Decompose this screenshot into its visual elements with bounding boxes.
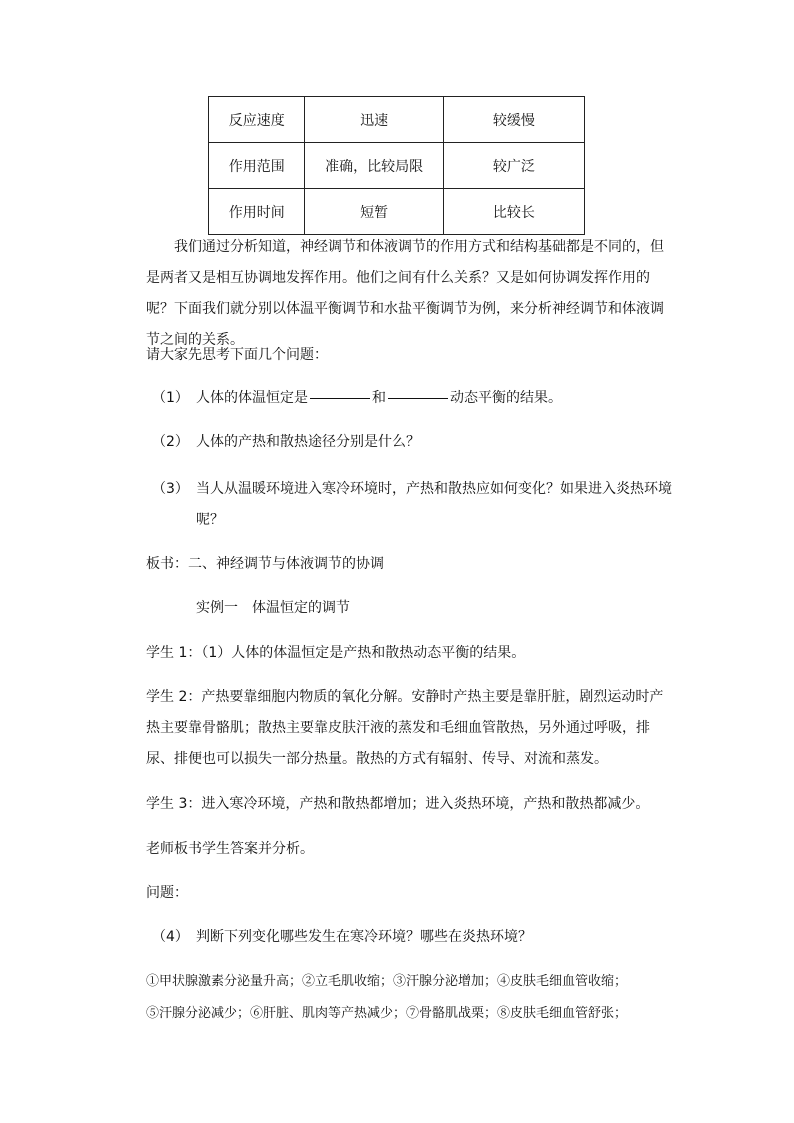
list-line-2: ⑤汗腺分泌减少；⑥肝脏、肌肉等产热减少；⑦骨骼肌战栗；⑧皮肤毛细血管舒张；	[146, 1006, 628, 1021]
question-number: （4）	[152, 929, 189, 945]
question-1-pre: 人体的体温恒定是	[196, 390, 308, 406]
prompt-text: 请大家先思考下面几个问题：	[146, 347, 328, 363]
table-cell: 较缓慢	[443, 97, 584, 143]
table-cell: 迅速	[305, 97, 443, 143]
question-number: （2）	[152, 434, 189, 450]
table-row	[209, 143, 585, 189]
student-2-answer: 学生 2：产热要靠细胞内物质的氧化分解。安静时产热主要是靠肝脏，剧烈运动时产热主要靠骨骼肌；散热主要靠皮肤汗液的蒸发和毛细血管散热，另外通过呼吸，排尿、排便也可以损失一部分热量。散热的方式有辐射、传导、对流和蒸发。	[146, 689, 664, 767]
question-number: （3）	[152, 481, 189, 497]
table-cell: 较广泛	[443, 143, 584, 189]
question-1	[196, 383, 681, 414]
list-line-1: ①甲状腺激素分泌量升高；②立毛肌收缩；③汗腺分泌增加；④皮肤毛细血管收缩；	[146, 974, 628, 989]
table-cell: 作用范围	[209, 143, 305, 189]
question-3: 当人从温暖环境进入寒冷环境时，产热和散热应如何变化？如果进入炎热环境呢？	[196, 481, 672, 528]
table-cell: 反应速度	[209, 97, 305, 143]
question-2: 人体的产热和散热途径分别是什么？	[196, 434, 420, 450]
table-cell: 短暂	[305, 189, 443, 235]
teacher-note: 老师板书学生答案并分析。	[146, 841, 314, 857]
student-1-answer: 学生 1：（1）人体的体温恒定是产热和散热动态平衡的结果。	[146, 645, 526, 661]
table-cell: 准确，比较局限	[305, 143, 443, 189]
intro-paragraph: 我们通过分析知道，神经调节和体液调节的作用方式和结构基础都是不同的，但是两者又是相互协调地发挥作用。他们之间有什么关系？又是如何协调发挥作用的呢？下面我们就分别以体温平衡调节和水盐平衡调节为例，来分析神经调节和体液调节之间的关系。	[146, 239, 664, 348]
question-1-post: 动态平衡的结果。	[450, 390, 562, 406]
table-cell: 作用时间	[209, 189, 305, 235]
fill-blank	[310, 397, 370, 399]
example-heading: 实例一 体温恒定的调节	[196, 600, 350, 616]
table-row	[209, 189, 585, 235]
student-3-answer: 学生 3：进入寒冷环境，产热和散热都增加；进入炎热环境，产热和散热都减少。	[146, 796, 650, 812]
table-cell: 比较长	[443, 189, 584, 235]
fill-blank	[388, 397, 448, 399]
table-row	[209, 97, 585, 143]
question-4: 判断下列变化哪些发生在寒冷环境？哪些在炎热环境？	[196, 929, 532, 945]
question-number: （1）	[152, 390, 189, 406]
question-1-mid: 和	[372, 390, 386, 406]
comparison-table	[208, 96, 585, 235]
question-label: 问题：	[146, 885, 188, 901]
board-heading: 板书：二、神经调节与体液调节的协调	[146, 556, 384, 572]
